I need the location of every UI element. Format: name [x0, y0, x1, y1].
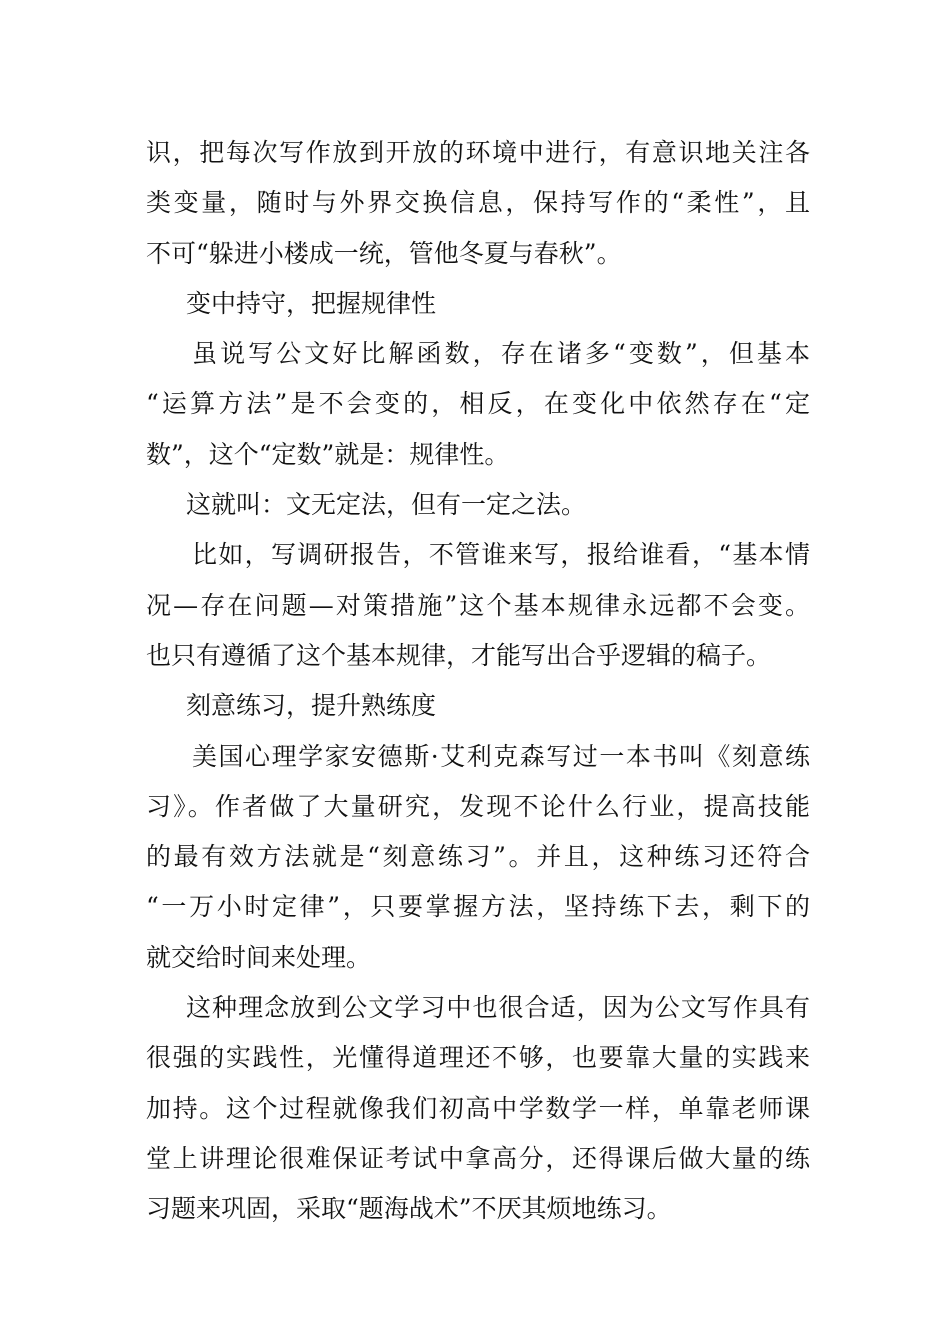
section-heading-text: 变中持守，把握规律性 — [186, 288, 437, 318]
text-line: 这种理念放到公文学习中也很合适，因为公文写作具有 — [186, 993, 810, 1023]
text-line: 况—存在问题—对策措施”这个基本规律永远都不会变。 — [146, 590, 810, 620]
text-line: 堂上讲理论很难保证考试中拿高分，还得课后做大量的练 — [146, 1143, 810, 1173]
text-line: 也只有遵循了这个基本规律，才能写出合乎逻辑的稿子。 — [146, 640, 772, 670]
paragraph — [146, 329, 810, 480]
text-line: 这就叫：文无定法，但有一定之法。 — [186, 490, 587, 520]
document-body — [146, 128, 810, 1235]
text-line: 美国心理学家安德斯·艾利克森写过一本书叫《刻意练 — [192, 741, 810, 771]
paragraph — [146, 530, 810, 681]
text-line: “一万小时定律”，只要掌握方法，坚持练下去，剩下的 — [146, 892, 810, 922]
paragraph — [146, 732, 810, 983]
text-line: 加持。这个过程就像我们初高中学数学一样，单靠老师课 — [146, 1093, 810, 1123]
text-line: 类变量，随时与外界交换信息，保持写作的“柔性”，且 — [146, 188, 810, 218]
text-line: 虽说写公文好比解函数，存在诸多“变数”，但基本 — [192, 339, 810, 369]
text-line: 就交给时间来处理。 — [146, 942, 372, 972]
paragraph-continuation — [146, 128, 810, 279]
paragraph — [146, 480, 810, 530]
text-line: 数”，这个“定数”就是：规律性。 — [146, 439, 510, 469]
text-line: 习》。作者做了大量研究，发现不论什么行业，提高技能 — [146, 791, 810, 821]
text-line: 比如，写调研报告，不管谁来写，报给谁看，“基本情 — [192, 540, 810, 570]
paragraph — [146, 983, 810, 1234]
text-line: 不可“躲进小楼成一统，管他冬夏与春秋”。 — [146, 238, 622, 268]
section-heading-rules — [146, 279, 810, 329]
text-line: 识，把每次写作放到开放的环境中进行，有意识地关注各 — [146, 138, 810, 167]
text-line: 很强的实践性，光懂得道理还不够，也要靠大量的实践来 — [146, 1043, 810, 1073]
section-heading-practice — [146, 681, 810, 731]
text-line: 的最有效方法就是“刻意练习”。并且，这种练习还符合 — [146, 842, 810, 872]
text-line: “运算方法”是不会变的，相反，在变化中依然存在“定 — [146, 389, 810, 419]
text-line: 习题来巩固，采取“题海战术”不厌其烦地练习。 — [146, 1194, 672, 1224]
section-heading-text: 刻意练习，提升熟练度 — [186, 691, 437, 721]
